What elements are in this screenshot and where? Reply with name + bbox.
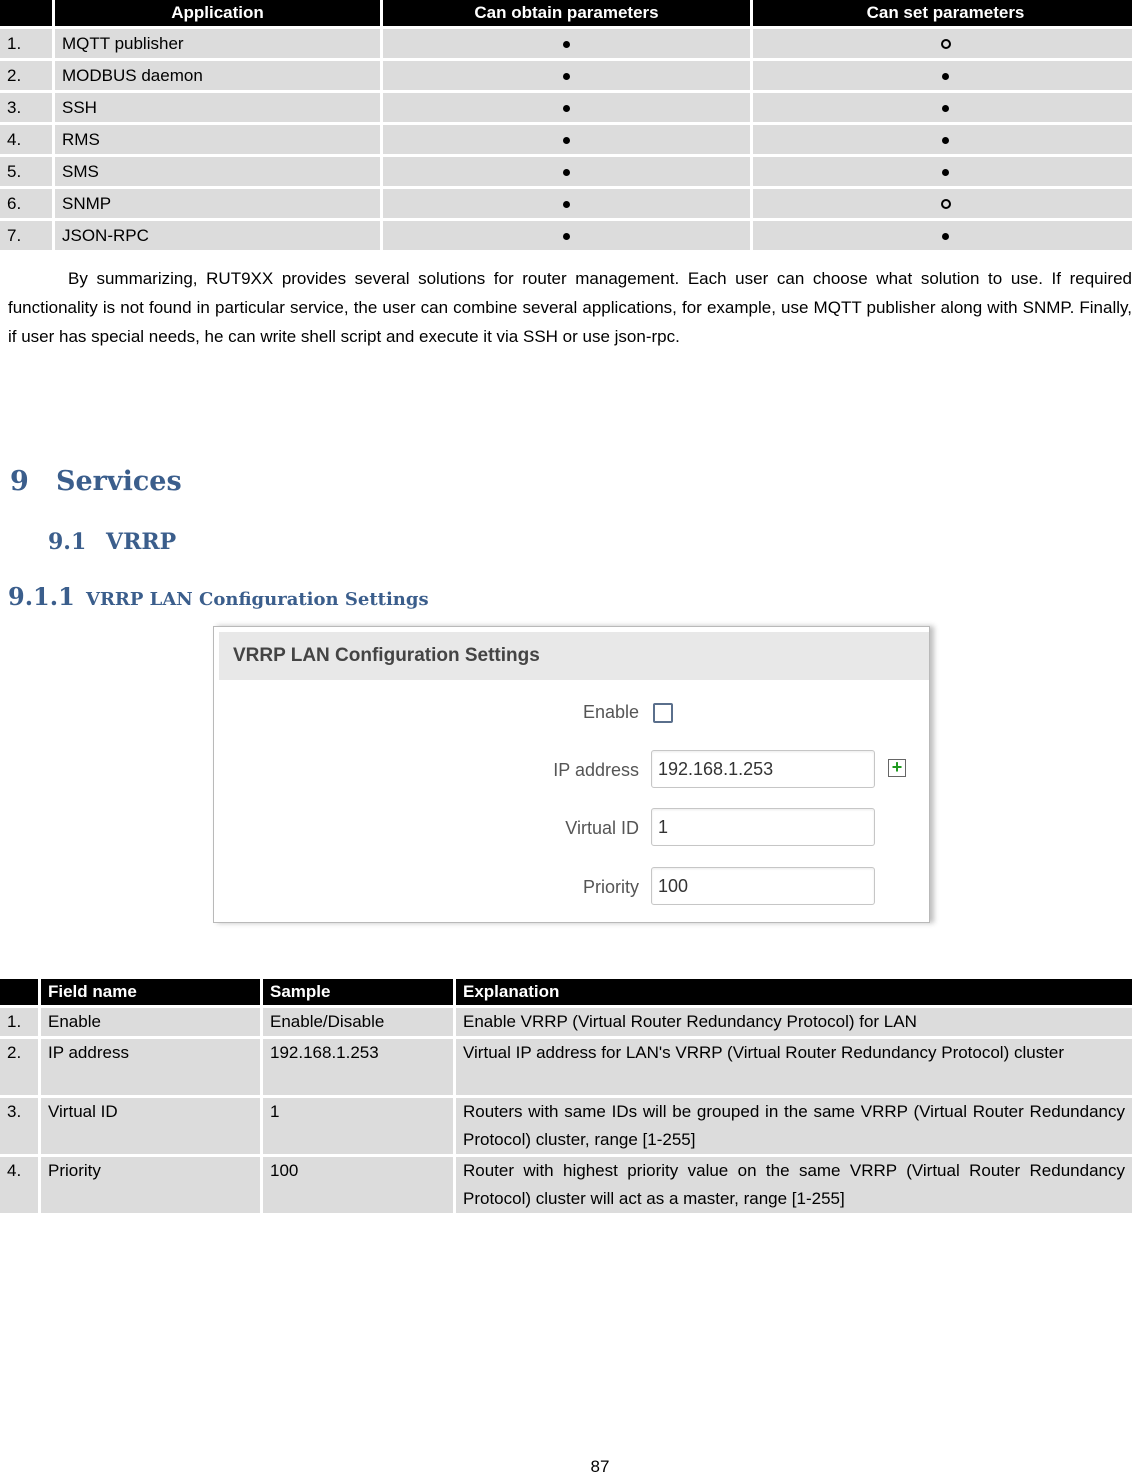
panel-title: VRRP LAN Configuration Settings xyxy=(219,632,929,680)
table-row xyxy=(0,189,1132,218)
hollow-circle-icon xyxy=(941,39,951,49)
can-obtain-cell xyxy=(383,93,750,122)
row-number: 2. xyxy=(0,61,52,90)
application-name: JSON-RPC xyxy=(55,221,380,250)
can-obtain-cell xyxy=(383,61,750,90)
heading-services: 9 Services xyxy=(10,466,182,497)
header-field-name: Field name xyxy=(41,979,260,1005)
table-row xyxy=(0,157,1132,186)
header-number xyxy=(0,979,38,1005)
field-sample: 100 xyxy=(263,1157,453,1213)
table-header-row xyxy=(0,0,1132,26)
field-sample: 1 xyxy=(263,1098,453,1154)
row-number: 4. xyxy=(0,125,52,154)
field-name: Enable xyxy=(41,1008,260,1036)
fields-table xyxy=(0,976,1132,1216)
filled-circle-icon xyxy=(942,137,949,144)
application-name: RMS xyxy=(55,125,380,154)
field-explanation: Router with highest priority value on the same VRRP (Virtual Router Redundancy Protocol) cluster will act as a master, range [1-255] xyxy=(456,1157,1132,1213)
row-number: 1. xyxy=(0,29,52,58)
field-explanation: Enable VRRP (Virtual Router Redundancy Protocol) for LAN xyxy=(456,1008,1132,1036)
table-row xyxy=(0,1098,1132,1154)
virtual-id-input[interactable]: 1 xyxy=(651,808,875,846)
filled-circle-icon xyxy=(563,105,570,112)
summary-paragraph: By summarizing, RUT9XX provides several solutions for router management. Each user can choose what solution to use. If required functionality is not found in particular service, the user can combine several applications, for example, use MQTT publisher along with SNMP. Finally, if user has special needs, he can write shell script and execute it via SSH or use json-rpc. xyxy=(8,269,1132,346)
filled-circle-icon xyxy=(563,201,570,208)
ip-address-label: IP address xyxy=(553,760,639,780)
field-explanation: Virtual IP address for LAN's VRRP (Virtual Router Redundancy Protocol) cluster xyxy=(456,1039,1132,1095)
can-set-cell xyxy=(753,157,1132,186)
field-name: IP address xyxy=(41,1039,260,1095)
table-row xyxy=(0,1157,1132,1213)
filled-circle-icon xyxy=(942,73,949,80)
applications-table xyxy=(0,0,1132,253)
virtual-id-row xyxy=(214,807,929,849)
table-header-row xyxy=(0,979,1132,1005)
header-explanation: Explanation xyxy=(456,979,1132,1005)
header-sample: Sample xyxy=(263,979,453,1005)
can-set-cell xyxy=(753,125,1132,154)
filled-circle-icon xyxy=(942,169,949,176)
application-name: SSH xyxy=(55,93,380,122)
header-can-obtain: Can obtain parameters xyxy=(383,0,750,26)
field-name: Priority xyxy=(41,1157,260,1213)
row-number: 3. xyxy=(0,1098,38,1154)
filled-circle-icon xyxy=(563,137,570,144)
field-name: Virtual ID xyxy=(41,1098,260,1154)
page-number: 87 xyxy=(590,1457,610,1476)
field-explanation: Routers with same IDs will be grouped in the same VRRP (Virtual Router Redundancy Protocol) cluster, range [1-255] xyxy=(456,1098,1132,1154)
heading-vrrp-lan-settings: 9.1.1 VRRP LAN Configuration Settings xyxy=(8,582,429,611)
table-row xyxy=(0,1039,1132,1095)
filled-circle-icon xyxy=(563,73,570,80)
application-name: MODBUS daemon xyxy=(55,61,380,90)
filled-circle-icon xyxy=(942,105,949,112)
filled-circle-icon xyxy=(563,233,570,240)
row-number: 7. xyxy=(0,221,52,250)
application-name: SNMP xyxy=(55,189,380,218)
table-row xyxy=(0,93,1132,122)
ip-address-row xyxy=(214,749,929,791)
header-application: Application xyxy=(55,0,380,26)
header-can-set: Can set parameters xyxy=(753,0,1132,26)
can-obtain-cell xyxy=(383,221,750,250)
hollow-circle-icon xyxy=(941,199,951,209)
ip-address-input[interactable]: 192.168.1.253 xyxy=(651,750,875,788)
table-row xyxy=(0,125,1132,154)
enable-checkbox[interactable] xyxy=(653,703,673,723)
application-name: MQTT publisher xyxy=(55,29,380,58)
can-obtain-cell xyxy=(383,189,750,218)
row-number: 1. xyxy=(0,1008,38,1036)
application-name: SMS xyxy=(55,157,380,186)
table-row xyxy=(0,1008,1132,1036)
heading-vrrp: 9.1 VRRP xyxy=(48,529,177,555)
can-set-cell xyxy=(753,189,1132,218)
vrrp-settings-screenshot xyxy=(213,626,930,923)
header-number xyxy=(0,0,52,26)
row-number: 4. xyxy=(0,1157,38,1213)
can-set-cell xyxy=(753,93,1132,122)
field-sample: Enable/Disable xyxy=(263,1008,453,1036)
can-set-cell xyxy=(753,221,1132,250)
enable-row xyxy=(214,691,929,733)
table-row xyxy=(0,221,1132,250)
enable-label: Enable xyxy=(582,702,639,722)
can-set-cell xyxy=(753,29,1132,58)
row-number: 2. xyxy=(0,1039,38,1095)
virtual-id-label: Virtual ID xyxy=(565,818,639,838)
filled-circle-icon xyxy=(942,233,949,240)
filled-circle-icon xyxy=(563,169,570,176)
priority-input[interactable]: 100 xyxy=(651,867,875,905)
can-obtain-cell xyxy=(383,125,750,154)
priority-row xyxy=(214,866,929,908)
row-number: 6. xyxy=(0,189,52,218)
priority-label: Priority xyxy=(582,877,639,897)
can-set-cell xyxy=(753,61,1132,90)
add-ip-icon[interactable]: + xyxy=(888,759,906,777)
can-obtain-cell xyxy=(383,157,750,186)
can-obtain-cell xyxy=(383,29,750,58)
filled-circle-icon xyxy=(563,41,570,48)
row-number: 3. xyxy=(0,93,52,122)
table-row xyxy=(0,61,1132,90)
table-row xyxy=(0,29,1132,58)
field-sample: 192.168.1.253 xyxy=(263,1039,453,1095)
row-number: 5. xyxy=(0,157,52,186)
